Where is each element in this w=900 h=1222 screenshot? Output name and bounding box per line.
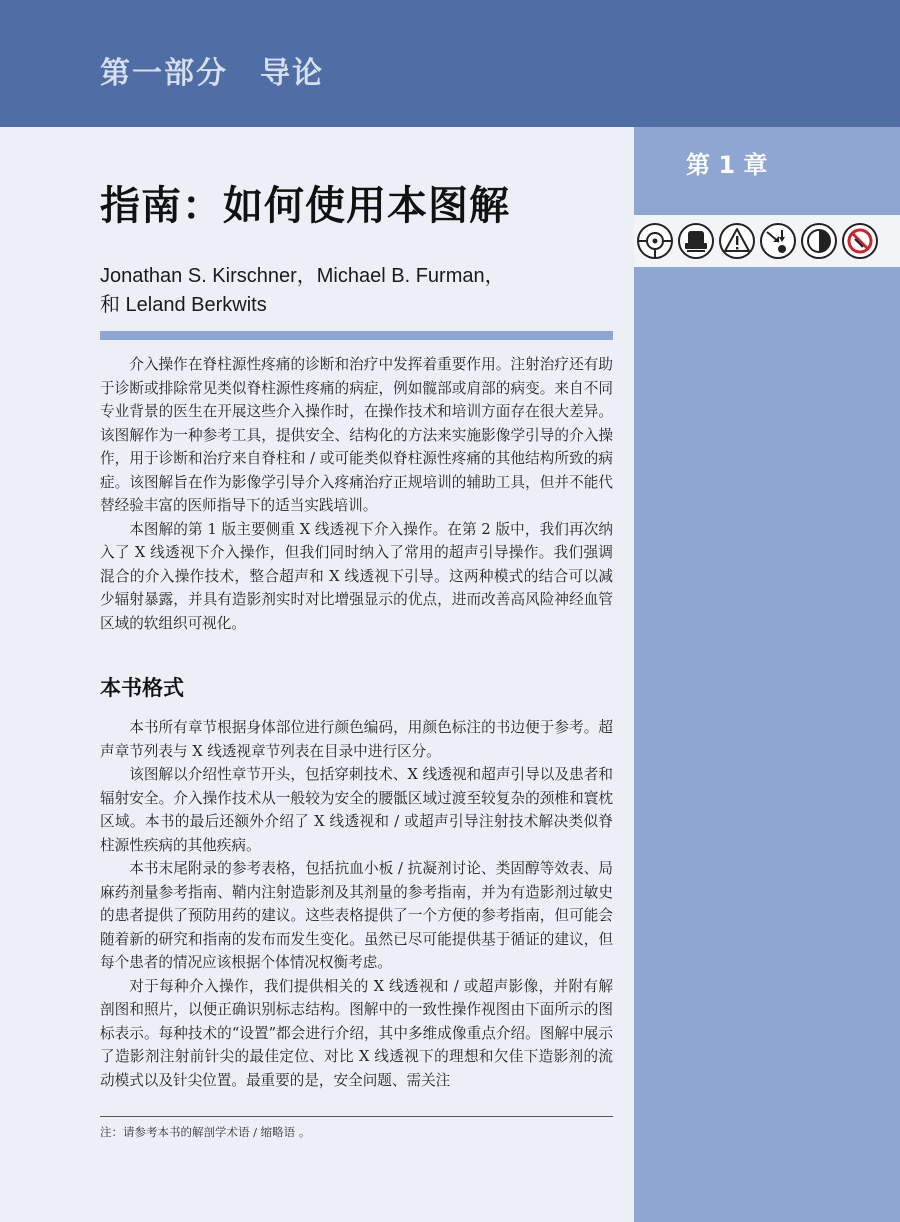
footer-rule: [100, 1116, 613, 1117]
icon-strip: [634, 215, 900, 267]
format-paragraph-4: 对于每种介入操作，我们提供相关的 X 线透视和 / 或超声影像，并附有解剖图和照片，以便正确识别标志结构。图解中的一致性操作视图由下面所示的图标表示。每种技术的“设置”都会进行介绍，其中多维成像重点介绍。图解中展示了造影剂注射前针尖的最佳定位、对比 X 线透视下的理想和欠佳下造影剂的流动模式以及针尖位置。最重要的是，安全问题、需关注: [100, 977, 613, 1089]
format-paragraph-1: 本书所有章节根据身体部位进行颜色编码，用颜色标注的书边便于参考。超声章节列表与 X 线透视章节列表在目录中进行区分。: [100, 719, 613, 760]
contrast-icon: [800, 222, 838, 260]
format-section-text: [100, 716, 613, 1092]
chapter-label: 第 1 章: [686, 151, 768, 179]
intro-text: [100, 353, 613, 635]
authors-line-2: 和 Leland Berkwits: [100, 294, 267, 316]
prohibited-icon: [841, 222, 879, 260]
header-band: [0, 0, 900, 127]
intro-paragraph-1: 介入操作在脊柱源性疼痛的诊断和治疗中发挥着重要作用。注射治疗还有助于诊断或排除常见类似脊柱源性疼痛的病症，例如髋部或肩部的病变。来自不同专业背景的医生在开展这些介入操作时，在操作技术和培训方面存在很大差异。该图解作为一种参考工具，提供安全、结构化的方法来实施影像学引导的介入操作，用于诊断和治疗来自脊柱和 / 或可能类似脊柱源性疼痛的其他结构所致的病症。该图解旨在作为影像学引导介入疼痛治疗正规培训的辅助工具，但并不能代替经验丰富的医师指导下的适当实践培训。: [100, 356, 613, 514]
target-icon: [636, 222, 674, 260]
side-panel: [634, 127, 900, 1222]
footnote: 注：请参考本书的解剖学术语 / 缩略语 。: [100, 1125, 311, 1139]
intro-paragraph-2: 本图解的第 1 版主要侧重 X 线透视下介入操作。在第 2 版中，我们再次纳入了 X 线透视下介入操作，但我们同时纳入了常用的超声引导操作。我们强调混合的介入操作技术，整合超声和 X 线透视下引导。这两种模式的结合可以减少辐射暴露，并具有造影剂实时对比增强显示的优点，进而改善高风险神经血管区域的软组织可视化。: [100, 520, 613, 632]
part-title: 第一部分 导论: [100, 56, 324, 91]
authors: [100, 262, 620, 320]
format-paragraph-3: 本书末尾附录的参考表格，包括抗血小板 / 抗凝剂讨论、类固醇等效表、局麻药剂量参考指南、鞘内注射造影剂及其剂量的参考指南，并为有造影剂过敏史的患者提供了预防用药的建议。这些表格提供了一个方便的参考指南，但可能会随着新的研究和指南的发布而发生变化。虽然已尽可能提供基于循证的建议，但每个患者的情况应该根据个体情况权衡考虑。: [100, 860, 613, 971]
needle-target-icon: [759, 222, 797, 260]
title-rule: [100, 331, 613, 340]
warning-icon: [718, 222, 756, 260]
authors-line-1: Jonathan S. Kirschner，Michael B. Furman，: [100, 265, 505, 287]
format-paragraph-2: 该图解以介绍性章节开头，包括穿刺技术、X 线透视和超声引导以及患者和辐射安全。介入操作技术从一般较为安全的腰骶区域过渡至较复杂的颈椎和寰枕区域。本书的最后还额外介绍了 X 线透视和 / 或超声引导注射技术解决类似脊柱源性疾病的其他疾病。: [100, 766, 613, 854]
chapter-box: [634, 127, 900, 215]
section-heading-format: 本书格式: [100, 676, 184, 700]
printer-icon: [677, 222, 715, 260]
chapter-title: 指南：如何使用本图解: [100, 183, 510, 229]
